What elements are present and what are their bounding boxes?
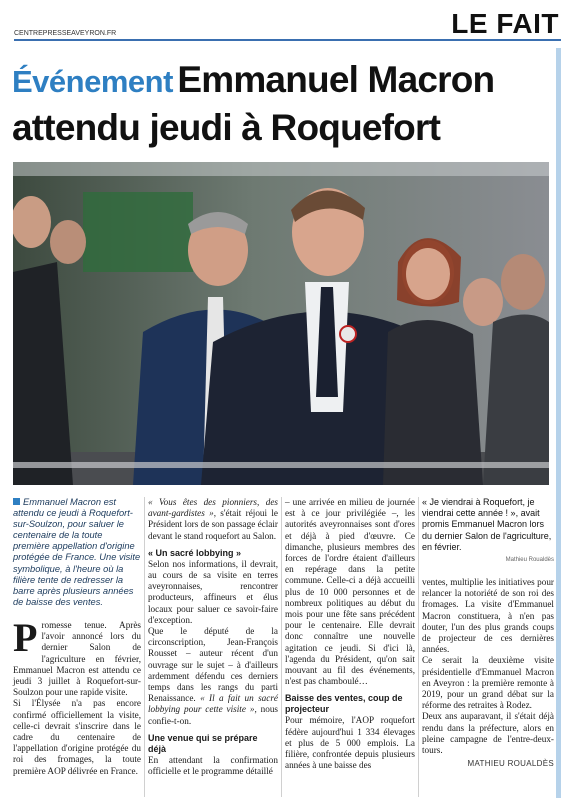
paragraph: Deux ans auparavant, il s'était déjà rendu dans la préfecture, alors en pleine campagne de l'entre-deux-tours. [422,711,554,756]
article-chapo: Emmanuel Macron est attendu ce jeudi à Roquefort-sur-Soulzon, pour saluer le centenaire de la toute première appellation d'origine protégée de France. Une visite symbolique, à l'heure où la filière tente de redresser la barre après plusieurs années de baisse des ventes. [13,497,141,607]
column-divider [418,497,419,797]
article-photo [13,162,549,485]
author-byline: MATHIEU ROUALDÈS [467,759,554,769]
paragraph: « Vous êtes des pionniers, des avant-gardistes », s'était réjoui le Président lors de son passage éclair devant le stand roquefort au Salon. [148,497,278,541]
headline-title-line1: Emmanuel Macron [177,59,495,100]
paragraph: Ce serait la deuxième visite présidentielle d'Emmanuel Macron en Aveyron : la première remonte à 2019, pour un grand débat sur la réforme des retraites à Rodez. [422,655,554,711]
column-divider [144,497,145,797]
headline-title-line2: attendu jeudi à Roquefort [12,107,441,148]
subheading: « Un sacré lobbying » [148,547,242,558]
header-rule [14,39,561,41]
paragraph: ventes, multiplie les initiatives pour relancer la notoriété de son roi des fromages. La visite d'Emmanuel Macron constituera, à n'en pas douter, l'un des plus grands coups de projecteur de ces dernières années. [422,577,554,655]
paragraph: – une arrivée en milieu de journée est à ce jour privilégiée –, les autorités aveyronnaises sont d'ores et déjà à pied d'œuvre. Ce dimanche, plusieurs membres des forces de l'ordre étaient d'ailleurs en repérage dans la petite commune. Celle-ci a déjà accueilli plus de 10 000 personnes et de nombreux politiques au début du mois pour une fête sans précédent pour le centenaire. Elle devrait donc connaître une nouvelle agitation ce jeudi. Si d'ici là, l'agenda du Président, qu'on sait mouvant au fil des événements, n'est pas chamboulé… [285,497,415,687]
paragraph: Selon nos informations, il devrait, au cours de sa visite en terres aveyronnaises, rencontrer producteurs, affineurs et élus locaux pour saluer ce savoir-faire d'exception. [148,558,278,625]
article-lead [13,614,141,777]
drop-cap: P [13,614,38,660]
photo-caption-quote: « Je viendrai à Roquefort, je viendrai cette année ! », avait promis Emmanuel Macron lors du dernier Salon de l'agriculture, en février. [422,497,552,552]
photo-credit: Mathieu Roualdès [505,557,554,564]
column-2 [148,497,278,777]
column-3 [285,497,415,771]
site-url: CENTREPRESSEAVEYRON.FR [14,30,117,37]
headline [12,60,532,148]
paragraph: En attendant la confirmation officielle et le programme détaillé [148,754,278,777]
column-divider [281,497,282,797]
headline-kicker: Événement [12,64,173,99]
photo-illustration [13,162,549,485]
paragraph: Pour mémoire, l'AOP roquefort fédère aujourd'hui 1 334 élevages et plus de 5 000 emplois. La filière, confrontée depuis plusieurs années à une baisse des [285,715,415,771]
column-1 [13,497,141,777]
section-title: LE FAIT [451,8,559,39]
page-header [0,0,561,40]
margin-strip [556,48,561,798]
column-4 [422,497,554,768]
lead-paragraph: Promesse tenue. Après l'avoir annoncé lors du dernier Salon de l'agriculture en février, Emmanuel Macron est attendu ce jeudi 3 juillet à Roquefort-sur-Soulzon pour une rapide visite. [13,614,141,698]
subheading: Une venue qui se prépare déjà [148,732,258,754]
paragraph: Que le député de la circonscription, Jean-François Rousset – auteur récent d'un ouvrage sur le sujet – à d'ailleurs ardemment défendu ces derniers temps dans les rangs du parti Renaissance. « Il a fait un sacré lobbying pour cette visite », nous confie-t-on. [148,626,278,726]
paragraph: Si l'Élysée n'a pas encore confirmé officiellement la visite, celle-ci devrait s'inscrire dans le cadre du centenaire de l'appellation d'origine protégée du roi des fromages, la toute première AOP délivrée en France. [13,698,141,776]
bullet-square-icon [13,498,20,505]
subheading: Baisse des ventes, coup de projecteur [285,693,403,715]
